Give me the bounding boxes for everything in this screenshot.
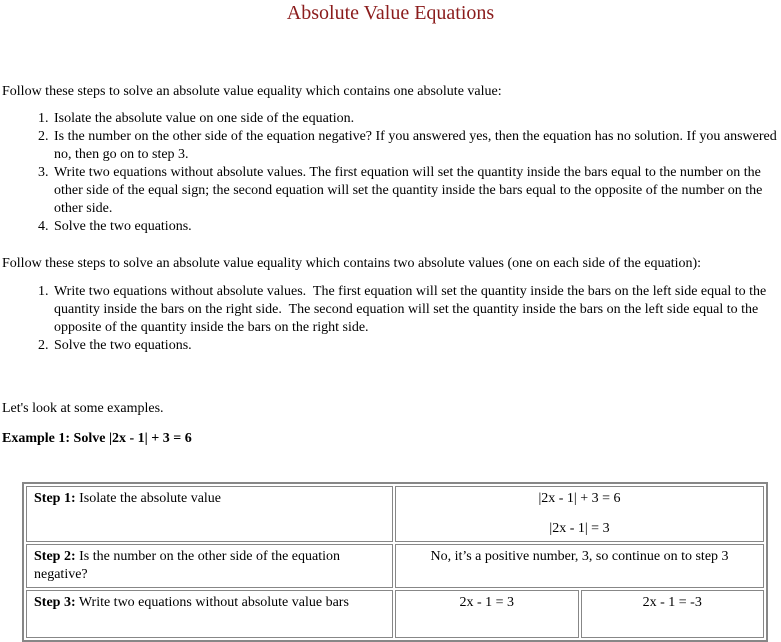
equation-line: 2x - 1 = 3	[459, 595, 515, 610]
list-item: 3. Write two equations without absolute values. The first equation will set the quantity inside the bars equal to the number on the other side of the equal sign; the second equation will set the quantity inside the bars equal to the opposite of the number on the other side.	[52, 164, 779, 218]
step3-description: Write two equations without absolute value bars	[75, 595, 349, 610]
examples-intro-text: Let's look at some examples.	[2, 401, 164, 416]
page-title: Absolute Value Equations	[286, 2, 495, 24]
steps-list-two-absolute-values	[2, 283, 779, 355]
step1-label: Step 1:	[34, 491, 76, 506]
list-item: 2. Is the number on the other side of the equation negative? If you answered yes, then the equation has no solution. If you answered no, then go on to step 3.	[52, 128, 779, 164]
list-item: 2. Solve the two equations.	[52, 337, 779, 355]
answer-line: No, it’s a positive number, 3, so continue on to step 3	[430, 549, 729, 564]
example1-solution-table	[22, 482, 768, 642]
equation-line: |2x - 1| = 3	[549, 521, 610, 536]
list-item: 1. Write two equations without absolute values. The first equation will set the quantity inside the bars on the left side equal to the quantity inside the bars on the right side. The second equation will set the quantity inside the bars on the left side equal to the opposite of the quantity inside the bars on the right side.	[52, 283, 779, 337]
equation-line: 2x - 1 = -3	[642, 595, 702, 610]
step2-description: Is the number on the other side of the equation negative?	[34, 549, 340, 582]
steps-list-one-absolute-value	[2, 110, 779, 236]
list-item: 1. Isolate the absolute value on one side of the equation.	[52, 110, 779, 128]
table-row-step3	[26, 590, 764, 638]
intro-two-absolute-values: Follow these steps to solve an absolute value equality which contains two absolute values (one on each side of the equation):	[2, 256, 702, 271]
step3-label-cell	[26, 590, 393, 638]
table-row-step1	[26, 486, 764, 542]
step1-work-cell	[395, 486, 764, 542]
intro-one-absolute-value: Follow these steps to solve an absolute value equality which contains one absolute value:	[2, 84, 502, 99]
list-item: 4. Solve the two equations.	[52, 218, 779, 236]
step2-work-cell	[395, 544, 764, 588]
equation-line: |2x - 1| + 3 = 6	[538, 491, 621, 506]
step1-description: Isolate the absolute value	[75, 491, 222, 506]
example1-heading: Example 1: Solve |2x - 1| + 3 = 6	[2, 431, 192, 446]
step3-equation2-cell	[581, 590, 765, 638]
step2-label-cell	[26, 544, 393, 588]
step3-equation1-cell	[395, 590, 579, 638]
step2-label: Step 2:	[34, 549, 76, 564]
table-row-step2	[26, 544, 764, 588]
step1-label-cell	[26, 486, 393, 542]
step3-label: Step 3:	[34, 595, 76, 610]
